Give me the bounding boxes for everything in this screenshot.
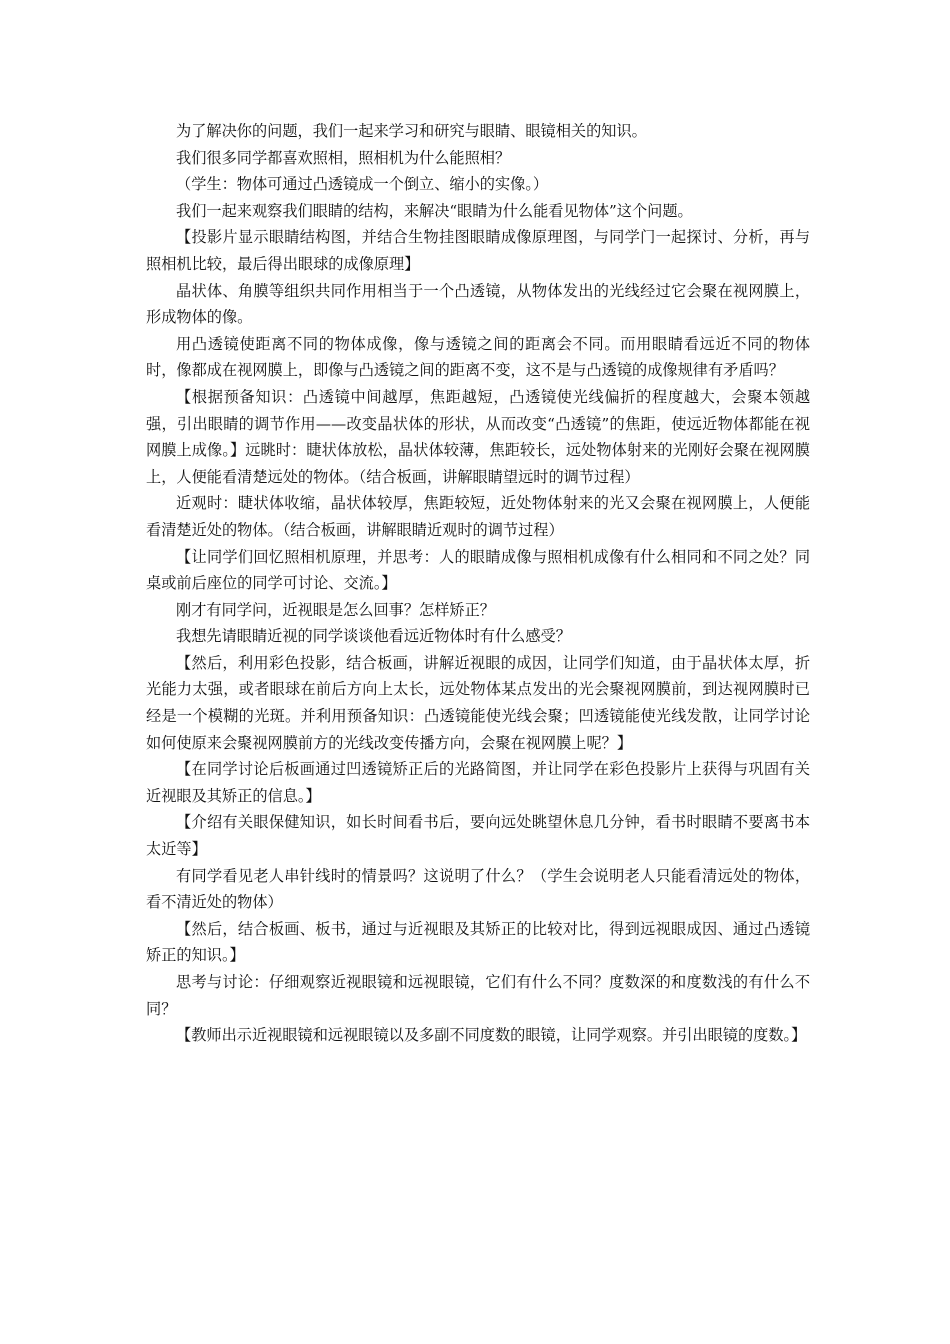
paragraph: 【根据预备知识：凸透镜中间越厚，焦距越短，凸透镜使光线偏折的程度越大，会聚本领越强，引出眼睛的调节作用——改变晶状体的形状，从而改变“凸透镜”的焦距，使远近物体都能在视网膜上成像。】远眺时：睫状体放松，晶状体较薄，焦距较长，远处物体射来的光刚好会聚在视网膜上，人便能看清楚远处的物体。（结合板画，讲解眼睛望远时的调节过程）	[146, 387, 810, 486]
document-body	[146, 118, 810, 1049]
paragraph: 思考与讨论：仔细观察近视眼镜和远视眼镜，它们有什么不同？度数深的和度数浅的有什么不同？	[146, 973, 810, 1018]
paragraph: 刚才有同学问，近视眼是怎么回事？怎样矫正？	[176, 600, 495, 619]
paragraph: 【投影片显示眼睛结构图，并结合生物挂图眼睛成像原理图，与同学门一起探讨、分析，再与照相机比较，最后得出眼球的成像原理】	[146, 228, 810, 273]
paragraph: 【介绍有关眼保健知识，如长时间看书后，要向远处眺望休息几分钟，看书时眼睛不要离书本太近等】	[146, 813, 810, 859]
paragraph: 【在同学讨论后板画通过凹透镜矫正后的光路简图，并让同学在彩色投影片上获得与巩固有关近视眼及其矫正的信息。】	[146, 760, 810, 805]
paragraph: 【让同学们回忆照相机原理，并思考：人的眼睛成像与照相机成像有什么相同和不同之处？同桌或前后座位的同学可讨论、交流。】	[146, 547, 810, 593]
paragraph: 晶状体、角膜等组织共同作用相当于一个凸透镜，从物体发出的光线经过它会聚在视网膜上，形成物体的像。	[146, 281, 810, 327]
paragraph: 有同学看见老人串针线时的情景吗？这说明了什么？（学生会说明老人只能看清远处的物体，看不清近处的物体）	[146, 866, 810, 912]
paragraph: 【教师出示近视眼镜和远视眼镜以及多副不同度数的眼镜，让同学观察。并引出眼镜的度数。】	[176, 1026, 807, 1045]
paragraph: 为了解决你的问题，我们一起来学习和研究与眼睛、眼镜相关的知识。	[176, 122, 647, 140]
paragraph: （学生：物体可通过凸透镜成一个倒立、缩小的实像。）	[176, 175, 549, 194]
paragraph: 【然后，利用彩色投影，结合板画，讲解近视眼的成因，让同学们知道，由于晶状体太厚，折光能力太强，或者眼球在前后方向上太长，远处物体某点发出的光会聚视网膜前，到达视网膜时已经是一个模糊的光斑。并利用预备知识：凸透镜能使光线会聚；凹透镜能使光线发散，让同学讨论如何使原来会聚视网膜前方的光线改变传播方向，会聚在视网膜上呢？】	[146, 653, 810, 752]
paragraph: 我们很多同学都喜欢照相，照相机为什么能照相？	[176, 148, 511, 167]
paragraph: 我想先请眼睛近视的同学谈谈他看远近物体时有什么感受？	[176, 627, 571, 646]
paragraph: 我们一起来观察我们眼睛的结构，来解决“眼睛为什么能看见物体”这个问题。	[176, 201, 693, 220]
paragraph: 用凸透镜使距离不同的物体成像，像与透镜之间的距离会不同。而用眼睛看远近不同的物体时，像都成在视网膜上，即像与凸透镜之间的距离不变，这不是与凸透镜的成像规律有矛盾吗？	[146, 334, 810, 380]
paragraph: 【然后，结合板画、板书，通过与近视眼及其矫正的比较对比，得到远视眼成因、通过凸透镜矫正的知识。】	[146, 919, 810, 965]
paragraph: 近观时：睫状体收缩，晶状体较厚，焦距较短，近处物体射来的光又会聚在视网膜上，人便能看清楚近处的物体。（结合板画，讲解眼睛近观时的调节过程）	[146, 494, 810, 539]
